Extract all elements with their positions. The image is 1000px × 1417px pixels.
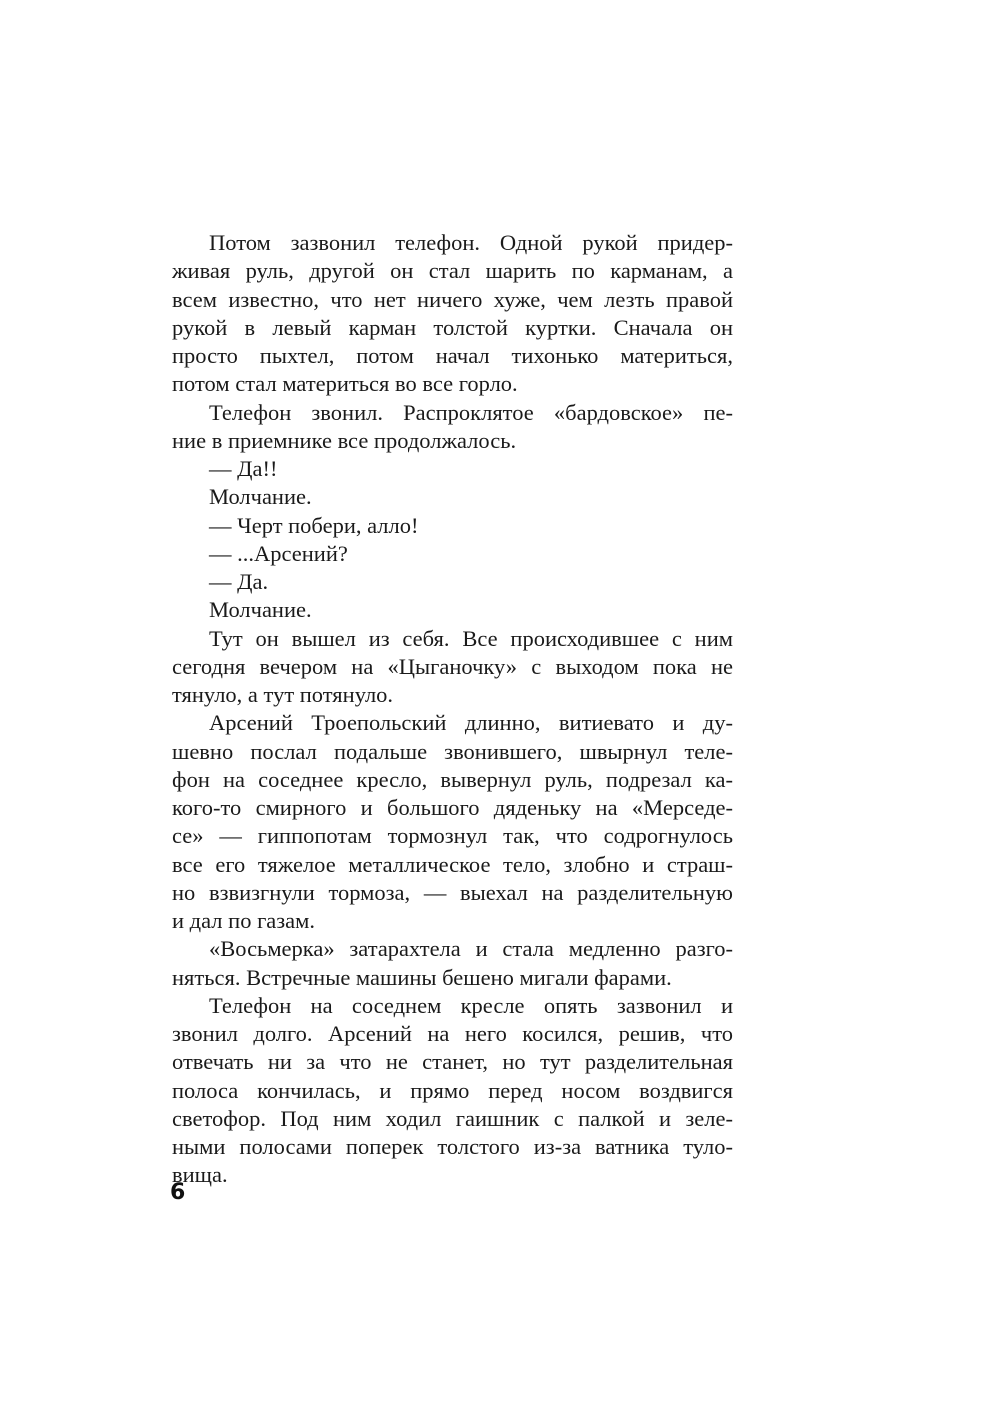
text-line: все его тяжелое металлическое тело, злобно и страш- xyxy=(172,851,733,877)
text-line: и дал по газам. xyxy=(172,908,316,933)
text-line: светофор. Под ним ходил гаишник с палкой и зеле- xyxy=(172,1105,733,1131)
text-line: Телефон на соседнем кресле опять зазвонил и xyxy=(209,992,733,1018)
text-line: няться. Встречные машины бешено мигали фарами. xyxy=(172,964,672,990)
text-line: потом стал материться во все горло. xyxy=(172,371,518,397)
text-line: — Да. xyxy=(209,569,269,594)
text-line: ными полосами поперек толстого из-за ватника туло- xyxy=(172,1134,733,1159)
text-line: Молчание. xyxy=(209,597,312,623)
text-line: живая руль, другой он стал шарить по карманам, а xyxy=(172,258,733,284)
text-line: фон на соседнее кресло, вывернул руль, подрезал ка- xyxy=(172,766,733,792)
text-line: — ...Арсений? xyxy=(209,540,348,566)
text-line: Потом зазвонил телефон. Одной рукой придер- xyxy=(209,230,733,255)
text-line: но взвизгнули тормоза, — выехал на разделительную xyxy=(172,879,733,905)
text-line: рукой в левый карман толстой куртки. Сначала он xyxy=(172,314,733,340)
text-line: — Черт побери, алло! xyxy=(209,512,419,538)
text-line: всем известно, что нет ничего хуже, чем лезть правой xyxy=(172,286,733,312)
text-line: Арсений Троепольский длинно, витиевато и ду- xyxy=(209,710,733,736)
text-line: кого-то смирного и большого дяденьку на «Мерседе- xyxy=(172,795,733,820)
text-line: тянуло, а тут потянуло. xyxy=(172,682,394,707)
text-line: «Восьмерка» затарахтела и стала медленно разго- xyxy=(209,936,733,962)
text-line: отвечать ни за что не станет, но тут разделительная xyxy=(172,1049,733,1075)
page-number: 6 xyxy=(170,1180,186,1205)
text-line: вища. xyxy=(172,1162,228,1188)
text-line: шевно послал подальше звонившего, швырнул теле- xyxy=(172,738,733,764)
text-line: се» — гиппопотам тормознул так, что содрогнулось xyxy=(172,823,733,849)
body-text xyxy=(172,229,733,1190)
text-line: полоса кончилась, и прямо перед носом воздвигся xyxy=(172,1077,733,1103)
text-line: просто пыхтел, потом начал тихонько материться, xyxy=(172,343,733,368)
text-line: Молчание. xyxy=(209,484,312,510)
text-line: Тут он вышел из себя. Все происходившее с ним xyxy=(209,625,733,651)
text-line: звонил долго. Арсений на него косился, решив, что xyxy=(172,1021,733,1046)
text-line: ние в приемнике все продолжалось. xyxy=(172,427,517,453)
text-line: Телефон звонил. Распроклятое «бардовское» пе- xyxy=(209,399,733,425)
text-line: — Да!! xyxy=(209,456,278,481)
text-line: сегодня вечером на «Цыганочку» с выходом пока не xyxy=(172,653,733,679)
